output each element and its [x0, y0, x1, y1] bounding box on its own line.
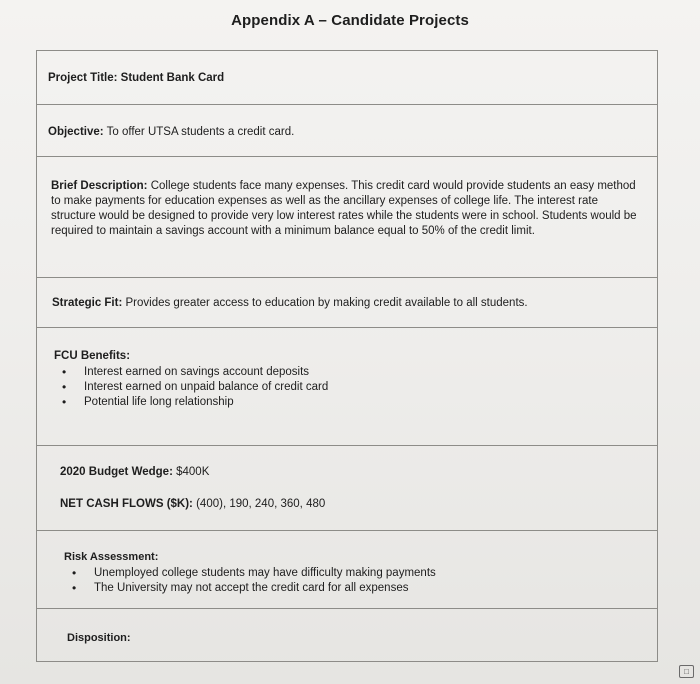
page-title: Appendix A – Candidate Projects: [231, 12, 469, 29]
project-title-value: Student Bank Card: [120, 72, 225, 84]
list-item: • Interest earned on savings account deposits: [54, 365, 328, 380]
objective-row: [37, 105, 657, 157]
objective-label: Objective:: [48, 126, 104, 138]
brief-description-value: College students face many expenses. This credit card would provide students an easy method to make payments for education expenses as well as the ancillary expenses of college life. The interest rate structure would be designed to provide very low interest rates while the students were in school. Students would be required to maintain a savings account with a minimum balance equal to 50% of the credit limit.: [51, 180, 637, 237]
budget-value: $400K: [176, 466, 210, 478]
strategic-fit-value: Provides greater access to education by making credit available to all students.: [125, 297, 528, 309]
fcu-benefits-label: FCU Benefits:: [54, 350, 131, 362]
risk-assessment-list: [64, 566, 436, 596]
fcu-benefits-row: [37, 328, 657, 446]
budget-label: 2020 Budget Wedge:: [60, 466, 173, 478]
net-cash-flows-label: NET CASH FLOWS ($K):: [60, 498, 193, 510]
budget-row: [37, 446, 657, 531]
project-title-row: [37, 51, 657, 105]
brief-description-label: Brief Description:: [51, 180, 148, 192]
project-table: [36, 50, 658, 662]
strategic-fit-label: Strategic Fit:: [52, 297, 123, 309]
net-cash-flows-value: (400), 190, 240, 360, 480: [196, 498, 326, 510]
disposition-row: [37, 609, 657, 662]
list-item: • The University may not accept the credit card for all expenses: [64, 581, 436, 596]
objective-value: To offer UTSA students a credit card.: [106, 126, 295, 138]
risk-assessment-label: Risk Assessment:: [64, 551, 159, 563]
risk-assessment-row: [37, 531, 657, 609]
project-title-label: Project Title:: [48, 72, 118, 84]
list-item: • Interest earned on unpaid balance of credit card: [54, 380, 328, 395]
strategic-fit-row: [37, 278, 657, 328]
list-item: • Unemployed college students may have difficulty making payments: [64, 566, 436, 581]
brief-description-row: [37, 157, 657, 278]
fcu-benefits-list: [54, 365, 328, 410]
disposition-label: Disposition:: [67, 632, 131, 644]
list-item: • Potential life long relationship: [54, 395, 328, 410]
document-icon[interactable]: □: [679, 665, 694, 678]
